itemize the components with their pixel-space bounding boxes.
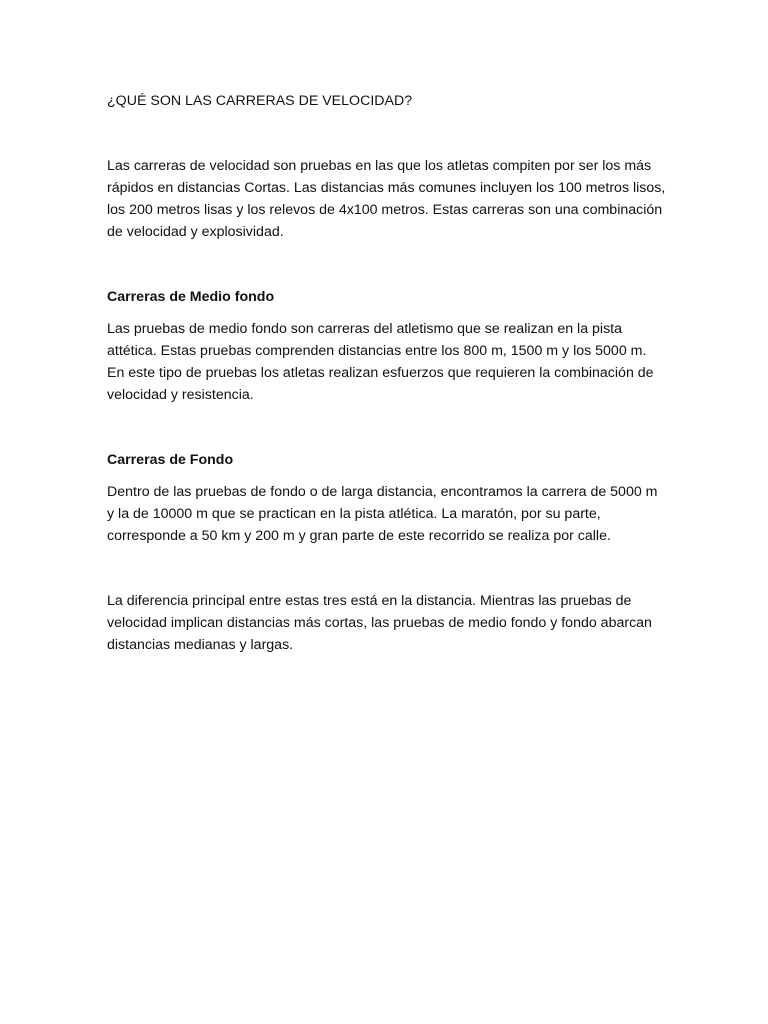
document-page (107, 90, 667, 656)
section-heading-medio-fondo: Carreras de Medio fondo (107, 289, 275, 305)
section-heading-fondo: Carreras de Fondo (107, 452, 234, 468)
conclusion-paragraph: La diferencia principal entre estas tres está en la distancia. Mientras las pruebas de velocidad implican distancias más cortas, las pruebas de medio fondo y fondo abarcan distancias medianas y largas. (107, 593, 652, 653)
section-body-medio-fondo: Las pruebas de medio fondo son carreras del atletismo que se realizan en la pista attética. Estas pruebas comprenden distancias entre los 800 m, 1500 m y los 5000 m. En este tipo de pruebas los atletas realizan esfuerzos que requieren la combinación de velocidad y resistencia. (107, 321, 654, 403)
intro-paragraph: Las carreras de velocidad son pruebas en las que los atletas compiten por ser los más rápidos en distancias Cortas. Las distancias más comunes incluyen los 100 metros lisos, los 200 metros lisas y los relevos de 4x100 metros. Estas carreras son una combinación de velocidad y explosividad. (107, 158, 666, 240)
document-title: ¿QUÉ SON LAS CARRERAS DE VELOCIDAD? (107, 93, 413, 109)
section-body-fondo: Dentro de las pruebas de fondo o de larga distancia, encontramos la carrera de 5000 m y la de 10000 m que se practican en la pista atlética. La maratón, por su parte, corresponde a 50 km y 200 m y gran parte de este recorrido se realiza por calle. (107, 484, 658, 544)
